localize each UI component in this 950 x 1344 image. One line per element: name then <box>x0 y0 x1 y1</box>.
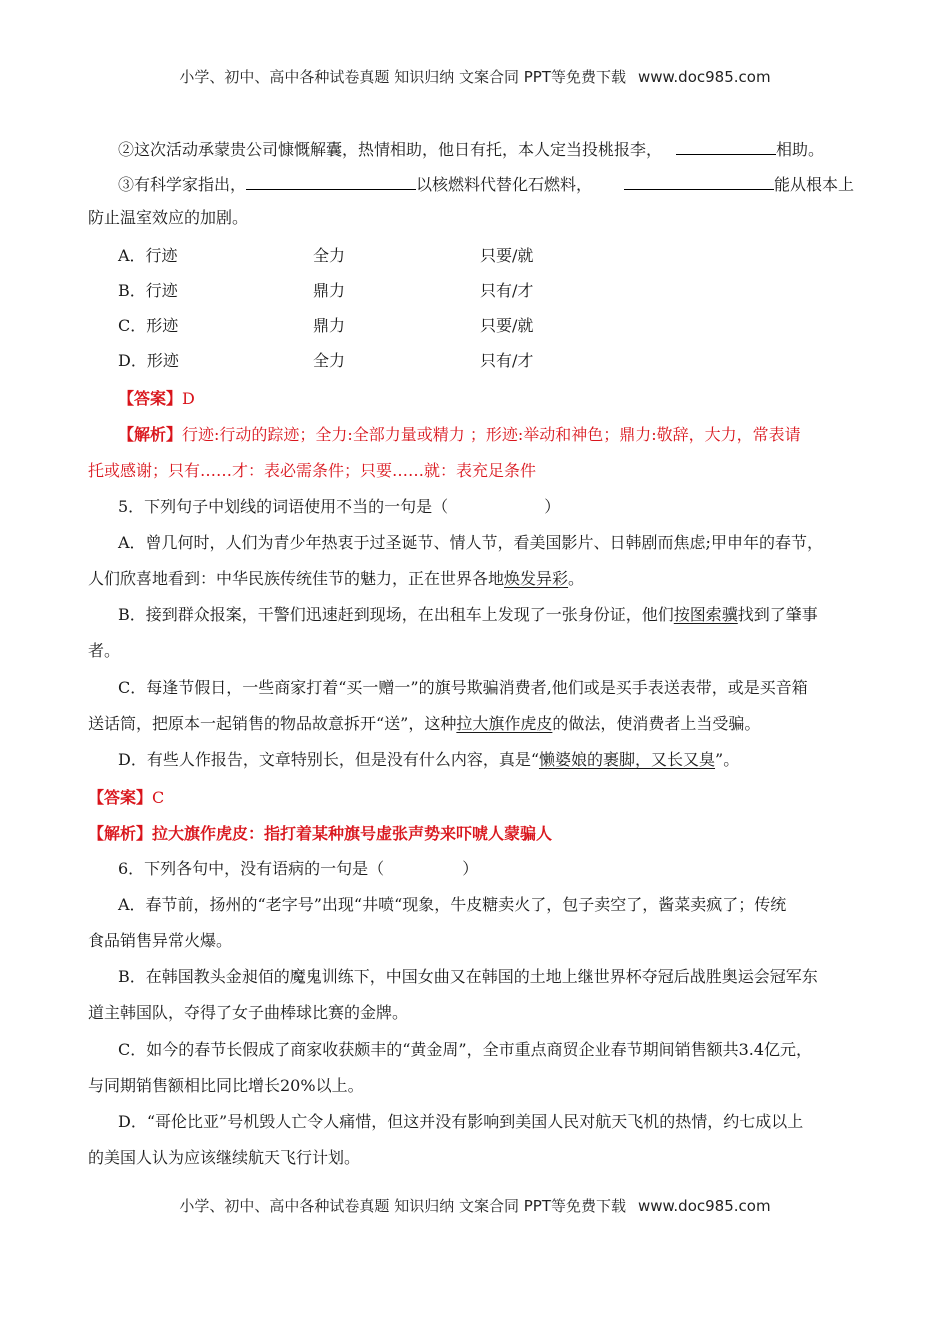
answer-blank <box>624 172 774 190</box>
q6-option-b-cont: 道主韩国队，夺得了女子曲棒球比赛的金牌。 <box>88 1003 409 1022</box>
q6-stem-text: 6．下列各句中，没有语病的一句是（ <box>118 859 385 878</box>
answer-blank <box>676 137 776 155</box>
q5-option-c: C．每逢节假日，一些商家打着“买一赠一”的旗号欺骗消费者,他们或是买手表送表带，或是买音箱 <box>118 678 808 697</box>
option-a-col2: 全力 <box>313 246 346 265</box>
answer-value: D <box>182 389 195 408</box>
answer-value: C <box>152 788 165 807</box>
underlined-phrase: 拉大旗作虎皮 <box>456 714 553 733</box>
option-c-label: C．形迹 <box>118 316 179 335</box>
q4-s3-text: ③有科学家指出， <box>118 175 247 194</box>
q5-stem-paren: ） <box>544 497 561 516</box>
q4-analysis <box>118 424 801 446</box>
q5-option-a: A．曾几何时，人们为青少年热衷于过圣诞节、情人节，看美国影片、日韩剧而焦虑;甲申年的春节， <box>118 533 823 552</box>
q4-analysis-cont: 托或感谢；只有……才：表必需条件；只要……就：表充足条件 <box>88 461 537 480</box>
q5-c-text: 送话筒，把原本一起销售的物品故意拆开“送”，这种 <box>88 714 457 733</box>
q5-stem-text: 5．下列句子中划线的词语使用不当的一句是（ <box>118 497 449 516</box>
option-b-col3: 只有/才 <box>480 281 534 300</box>
answer-tag: 【答案】 <box>118 389 183 408</box>
q5-b-text: B．接到群众报案，干警们迅速赶到现场，在出租车上发现了一张身份证，他们 <box>118 605 674 624</box>
q6-option-b: B．在韩国教头金昶佰的魔鬼训练下，中国女曲又在韩国的土地上继世界杯夺冠后战胜奥运会冠军东 <box>118 967 818 986</box>
option-b-col2: 鼎力 <box>313 281 346 300</box>
option-d-label: D．形迹 <box>118 351 179 370</box>
header-text: 小学、初中、高中各种试卷真题 知识归纳 文案合同 PPT等免费下载 <box>179 68 626 86</box>
q4-s2-tail: 相助。 <box>776 140 825 159</box>
underlined-phrase: 懒婆娘的裹脚，又长又臭 <box>539 750 716 769</box>
underlined-phrase: 按图索骥 <box>673 605 738 624</box>
option-c-col2: 鼎力 <box>313 316 346 335</box>
footer-url: www.doc985.com <box>637 1197 771 1215</box>
page-footer <box>0 1195 950 1216</box>
q6-option-a-cont: 食品销售异常火爆。 <box>88 931 233 950</box>
q5-option-d <box>118 749 739 771</box>
q6-option-d-cont: 的美国人认为应该继续航天飞行计划。 <box>88 1148 361 1167</box>
answer-tag: 【答案】 <box>88 788 153 807</box>
q6-option-a: A．春节前，扬州的“老字号”出现“井喷“现象，牛皮糖卖火了，包子卖空了，酱菜卖疯了；传统 <box>118 895 787 914</box>
q5-d-tail: ”。 <box>715 750 740 769</box>
q5-option-a-cont <box>88 568 584 590</box>
q6-stem-paren: ） <box>462 859 479 878</box>
analysis-tag: 【解析】 <box>88 824 153 843</box>
option-d-col3: 只有/才 <box>480 351 534 370</box>
option-a-col3: 只要/就 <box>480 246 534 265</box>
q5-option-b-cont: 者。 <box>88 641 121 660</box>
analysis-tag: 【解析】 <box>118 425 183 444</box>
q6-option-d: D．“哥伦比亚”号机毁人亡令人痛惜，但这并没有影响到美国人民对航天飞机的热情，约七成以上 <box>118 1112 804 1131</box>
q6-stem <box>118 858 478 880</box>
underlined-phrase: 焕发异彩 <box>504 569 569 588</box>
option-b-label: B．行迹 <box>118 281 178 300</box>
q4-s3-tail: 能从根本上 <box>774 175 855 194</box>
q5-b-tail: 找到了肇事 <box>737 605 818 624</box>
header-url: www.doc985.com <box>637 68 771 86</box>
q5-a-text: 人们欣喜地看到：中华民族传统佳节的魅力，正在世界各地 <box>88 569 505 588</box>
q5-a-tail: 。 <box>568 569 585 588</box>
option-a-label: A．行迹 <box>118 246 178 265</box>
analysis-text: 行迹:行动的踪迹；全力:全部力量或精力 ；形迹:举动和神色；鼎力:敬辞，大力，常表请 <box>182 425 801 444</box>
q4-s2-text: ②这次活动承蒙贵公司慷慨解囊，热情相助，他日有托，本人定当投桃报李， <box>118 140 663 159</box>
q5-option-c-cont <box>88 713 760 735</box>
q4-answer <box>118 388 195 410</box>
q5-answer <box>88 787 164 809</box>
q4-sentence-2 <box>118 137 824 161</box>
q4-s3-mid: 以核燃料代替化石燃料， <box>416 175 593 194</box>
footer-text: 小学、初中、高中各种试卷真题 知识归纳 文案合同 PPT等免费下载 <box>179 1197 626 1215</box>
option-d-col2: 全力 <box>313 351 346 370</box>
q5-d-text: D．有些人作报告，文章特别长，但是没有什么内容，真是“ <box>118 750 540 769</box>
q5-option-b <box>118 604 818 626</box>
q6-option-c-cont: 与同期销售额相比同比增长20%以上。 <box>88 1076 364 1095</box>
option-c-col3: 只要/就 <box>480 316 534 335</box>
page-header <box>0 66 950 87</box>
q5-stem <box>118 496 560 518</box>
q5-c-tail: 的做法，使消费者上当受骗。 <box>552 714 761 733</box>
analysis-text: 拉大旗作虎皮：指打着某种旗号虚张声势来吓唬人蒙骗人 <box>152 824 553 843</box>
q4-sentence-3 <box>118 172 854 196</box>
q4-sentence-3-cont: 防止温室效应的加剧。 <box>88 208 249 227</box>
answer-blank <box>246 172 416 190</box>
q5-analysis <box>88 823 552 845</box>
q6-option-c: C．如今的春节长假成了商家收获颇丰的“黄金周”，全市重点商贸企业春节期间销售额共3.4亿元， <box>118 1040 813 1059</box>
